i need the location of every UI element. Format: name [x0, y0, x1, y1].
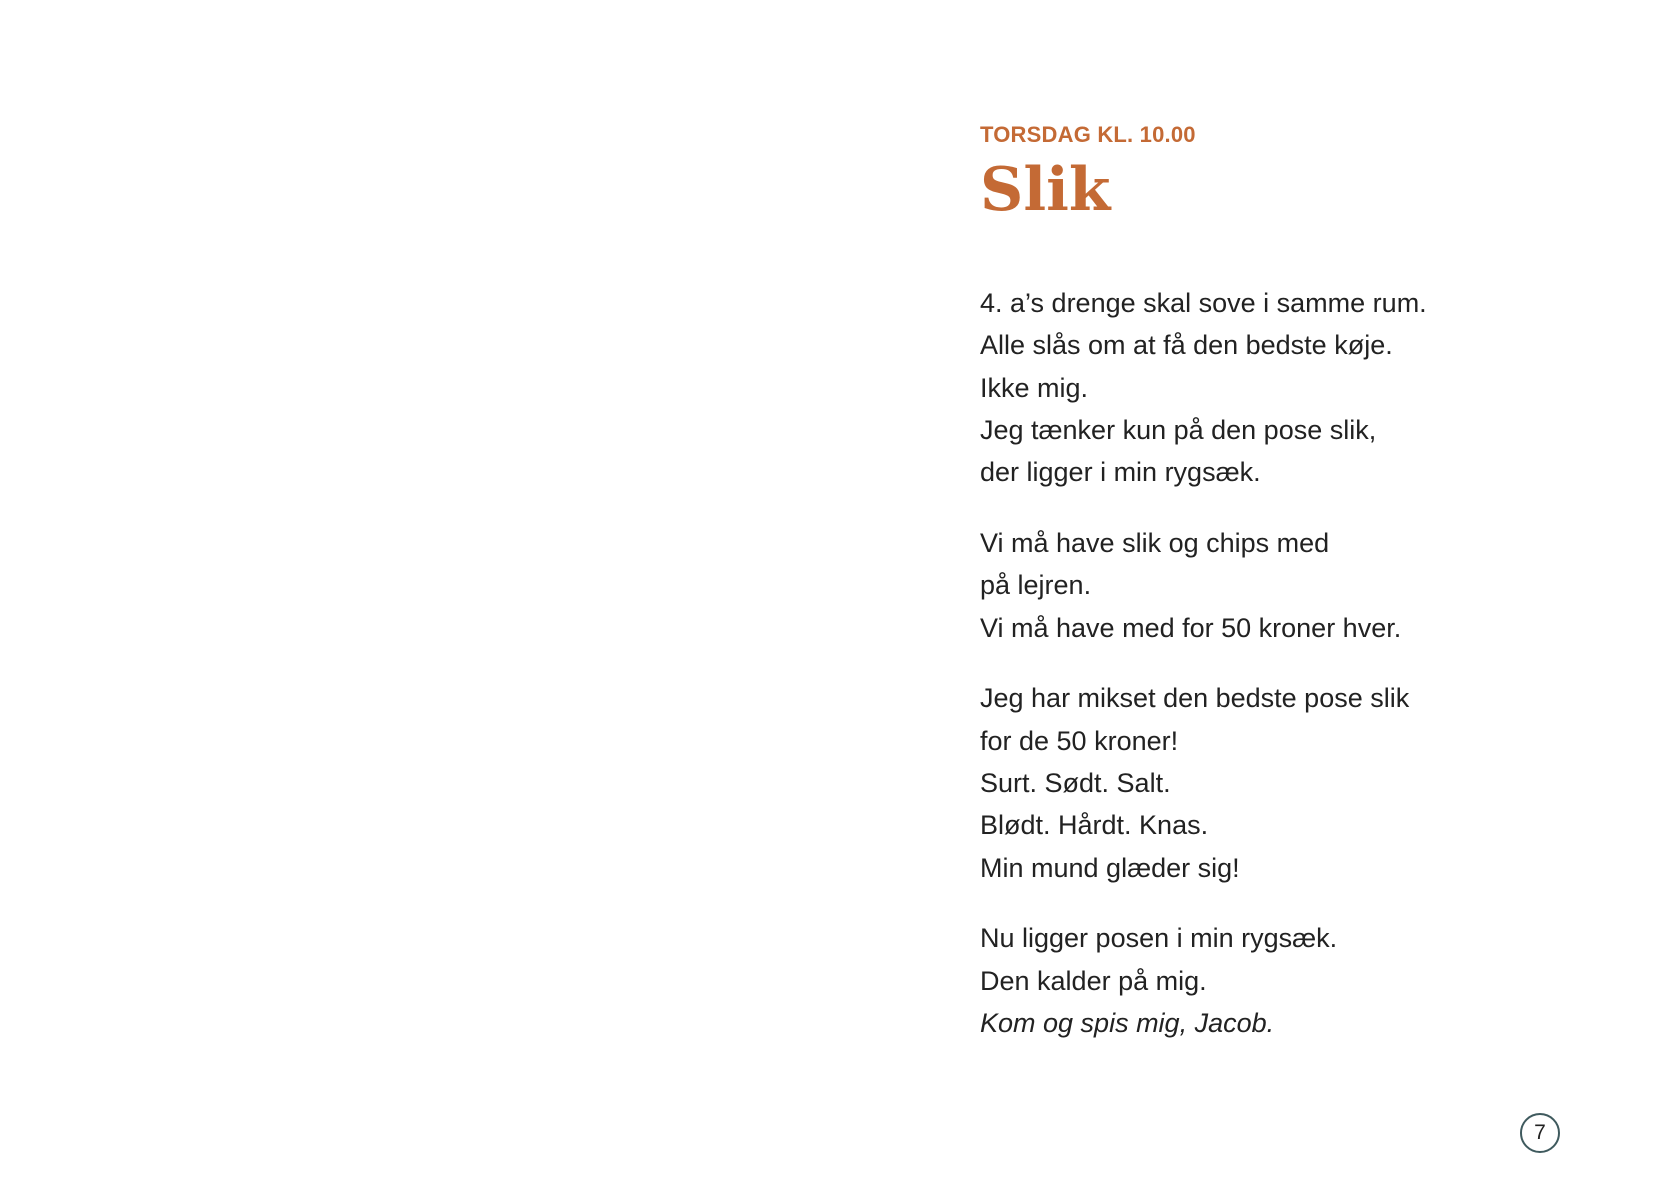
stanza	[980, 917, 1600, 1044]
stanza	[980, 522, 1600, 649]
chapter-title: Slik	[980, 155, 1111, 225]
poem-line: på lejren.	[980, 570, 1092, 601]
poem-line: Surt. Sødt. Salt.	[980, 767, 1171, 798]
poem-line: Nu ligger posen i min rygsæk.	[980, 923, 1338, 954]
poem-line: Vi må have med for 50 kroner hver.	[980, 612, 1402, 643]
stanza	[980, 282, 1600, 493]
stanza	[980, 677, 1600, 888]
poem-line: for de 50 kroner!	[980, 725, 1179, 756]
poem-line: 4. a’s drenge skal sove i samme rum.	[980, 288, 1427, 318]
poem-line: Min mund glæder sig!	[980, 852, 1240, 883]
poem-line: Blødt. Hårdt. Knas.	[980, 810, 1209, 841]
poem-line: Vi må have slik og chips med	[980, 527, 1330, 558]
poem-line: Jeg tænker kun på den pose slik,	[980, 414, 1377, 445]
chapter-time-label: TORSDAG KL. 10.00	[980, 122, 1196, 147]
poem-line: Alle slås om at få den bedste køje.	[980, 330, 1393, 361]
poem-body	[980, 282, 1600, 1044]
poem-line: der ligger i min rygsæk.	[980, 457, 1261, 488]
text-column	[980, 118, 1600, 1044]
poem-line: Ikke mig.	[980, 372, 1089, 403]
poem-line: Kom og spis mig, Jacob.	[980, 1007, 1275, 1038]
poem-line: Den kalder på mig.	[980, 965, 1207, 996]
poem-line: Jeg har mikset den bedste pose slik	[980, 683, 1410, 714]
page-number: 7	[1520, 1113, 1560, 1153]
